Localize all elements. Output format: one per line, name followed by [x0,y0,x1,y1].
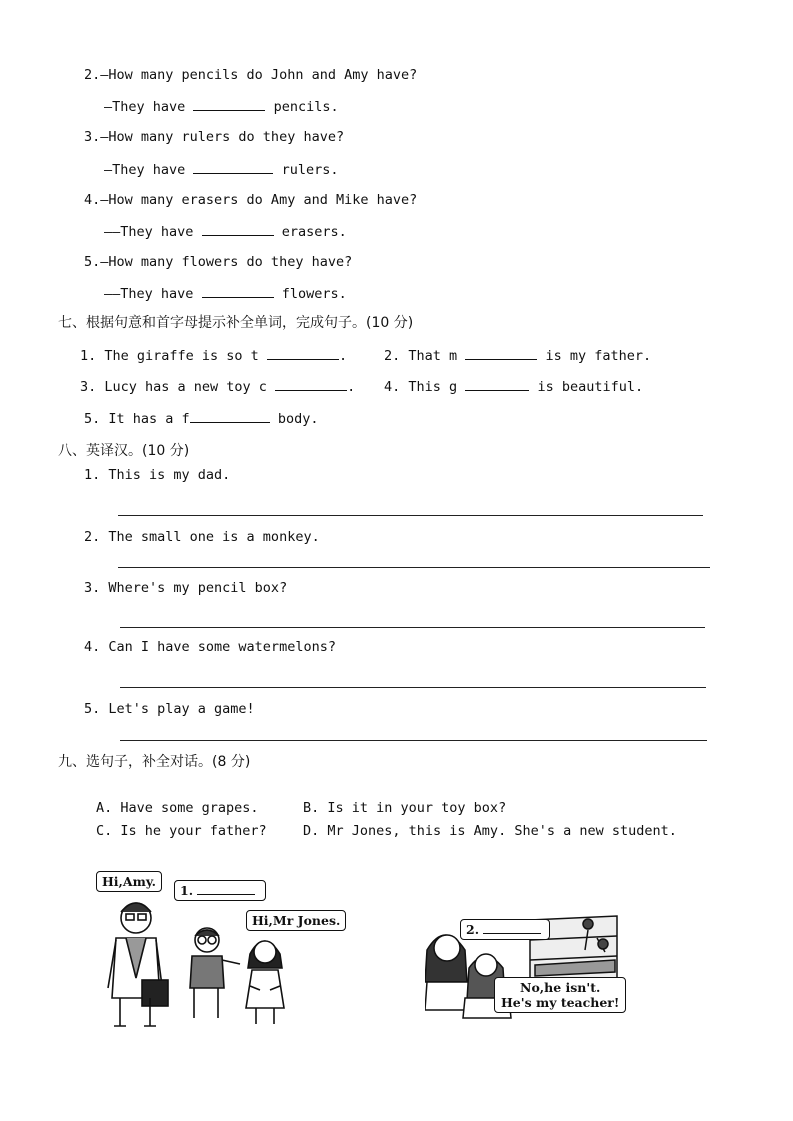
answer-blank[interactable] [193,160,273,174]
teacher-figure [108,903,168,1026]
answer-line[interactable] [120,740,707,741]
question-4: 4.—How many erasers do Amy and Mike have? [84,192,418,208]
fill-item-5: 5. It has a f body. [84,411,319,427]
fill-blank[interactable] [267,346,339,360]
speech-bubble-blank-2: 2. [460,919,550,940]
question-2: 2.—How many pencils do John and Amy have? [84,67,418,83]
translate-item-4: 4. Can I have some watermelons? [84,639,336,655]
answer-4: ——They have erasers. [104,224,347,240]
option-a: A. Have some grapes. [96,800,259,816]
fill-item-2: 2. That m is my father. [384,348,652,364]
dialogue-blank-2[interactable] [483,923,541,934]
fill-blank[interactable] [465,346,537,360]
girl-figure [246,941,284,1024]
answer-line[interactable] [118,515,703,516]
answer-line[interactable] [120,627,705,628]
translate-item-3: 3. Where's my pencil box? [84,580,288,596]
speech-bubble-reply [494,977,626,1013]
fill-blank[interactable] [275,377,347,391]
answer-blank[interactable] [202,222,274,236]
question-3: 3.—How many rulers do they have? [84,129,345,145]
fill-blank[interactable] [190,409,270,423]
section-8-title: 八、英译汉。(10 分) [58,443,190,459]
answer-2: —They have pencils. [104,99,339,115]
fill-item-1: 1. The giraffe is so t . [80,348,348,364]
speech-bubble-blank-1: 1. [174,880,266,901]
speech-bubble-hi-mr-jones: Hi,Mr Jones. [246,910,346,931]
reply-line-1: No,he isn't. [520,980,601,995]
option-d: D. Mr Jones, this is Amy. She's a new student. [303,823,677,839]
answer-line[interactable] [120,687,706,688]
section-9-title: 九、选句子，补全对话。(8 分) [58,754,251,770]
question-5: 5.—How many flowers do they have? [84,254,353,270]
answer-5: ——They have flowers. [104,286,347,302]
answer-line[interactable] [118,567,710,568]
answer-3: —They have rulers. [104,162,339,178]
fill-item-3: 3. Lucy has a new toy c . [80,379,356,395]
option-c: C. Is he your father? [96,823,267,839]
fill-blank[interactable] [465,377,529,391]
answer-blank[interactable] [202,284,274,298]
translate-item-5: 5. Let's play a game! [84,701,255,717]
translate-item-2: 2. The small one is a monkey. [84,529,320,545]
boy-figure [190,928,240,1018]
translate-item-1: 1. This is my dad. [84,467,231,483]
option-b: B. Is it in your toy box? [303,800,507,816]
section-7-title: 七、根据句意和首字母提示补全单词，完成句子。(10 分) [58,315,414,331]
speech-bubble-hi-amy: Hi,Amy. [96,871,162,892]
answer-blank[interactable] [193,97,265,111]
fill-item-4: 4. This g is beautiful. [384,379,644,395]
reply-line-2: He's my teacher! [501,995,620,1010]
dialogue-blank-1[interactable] [197,884,255,895]
